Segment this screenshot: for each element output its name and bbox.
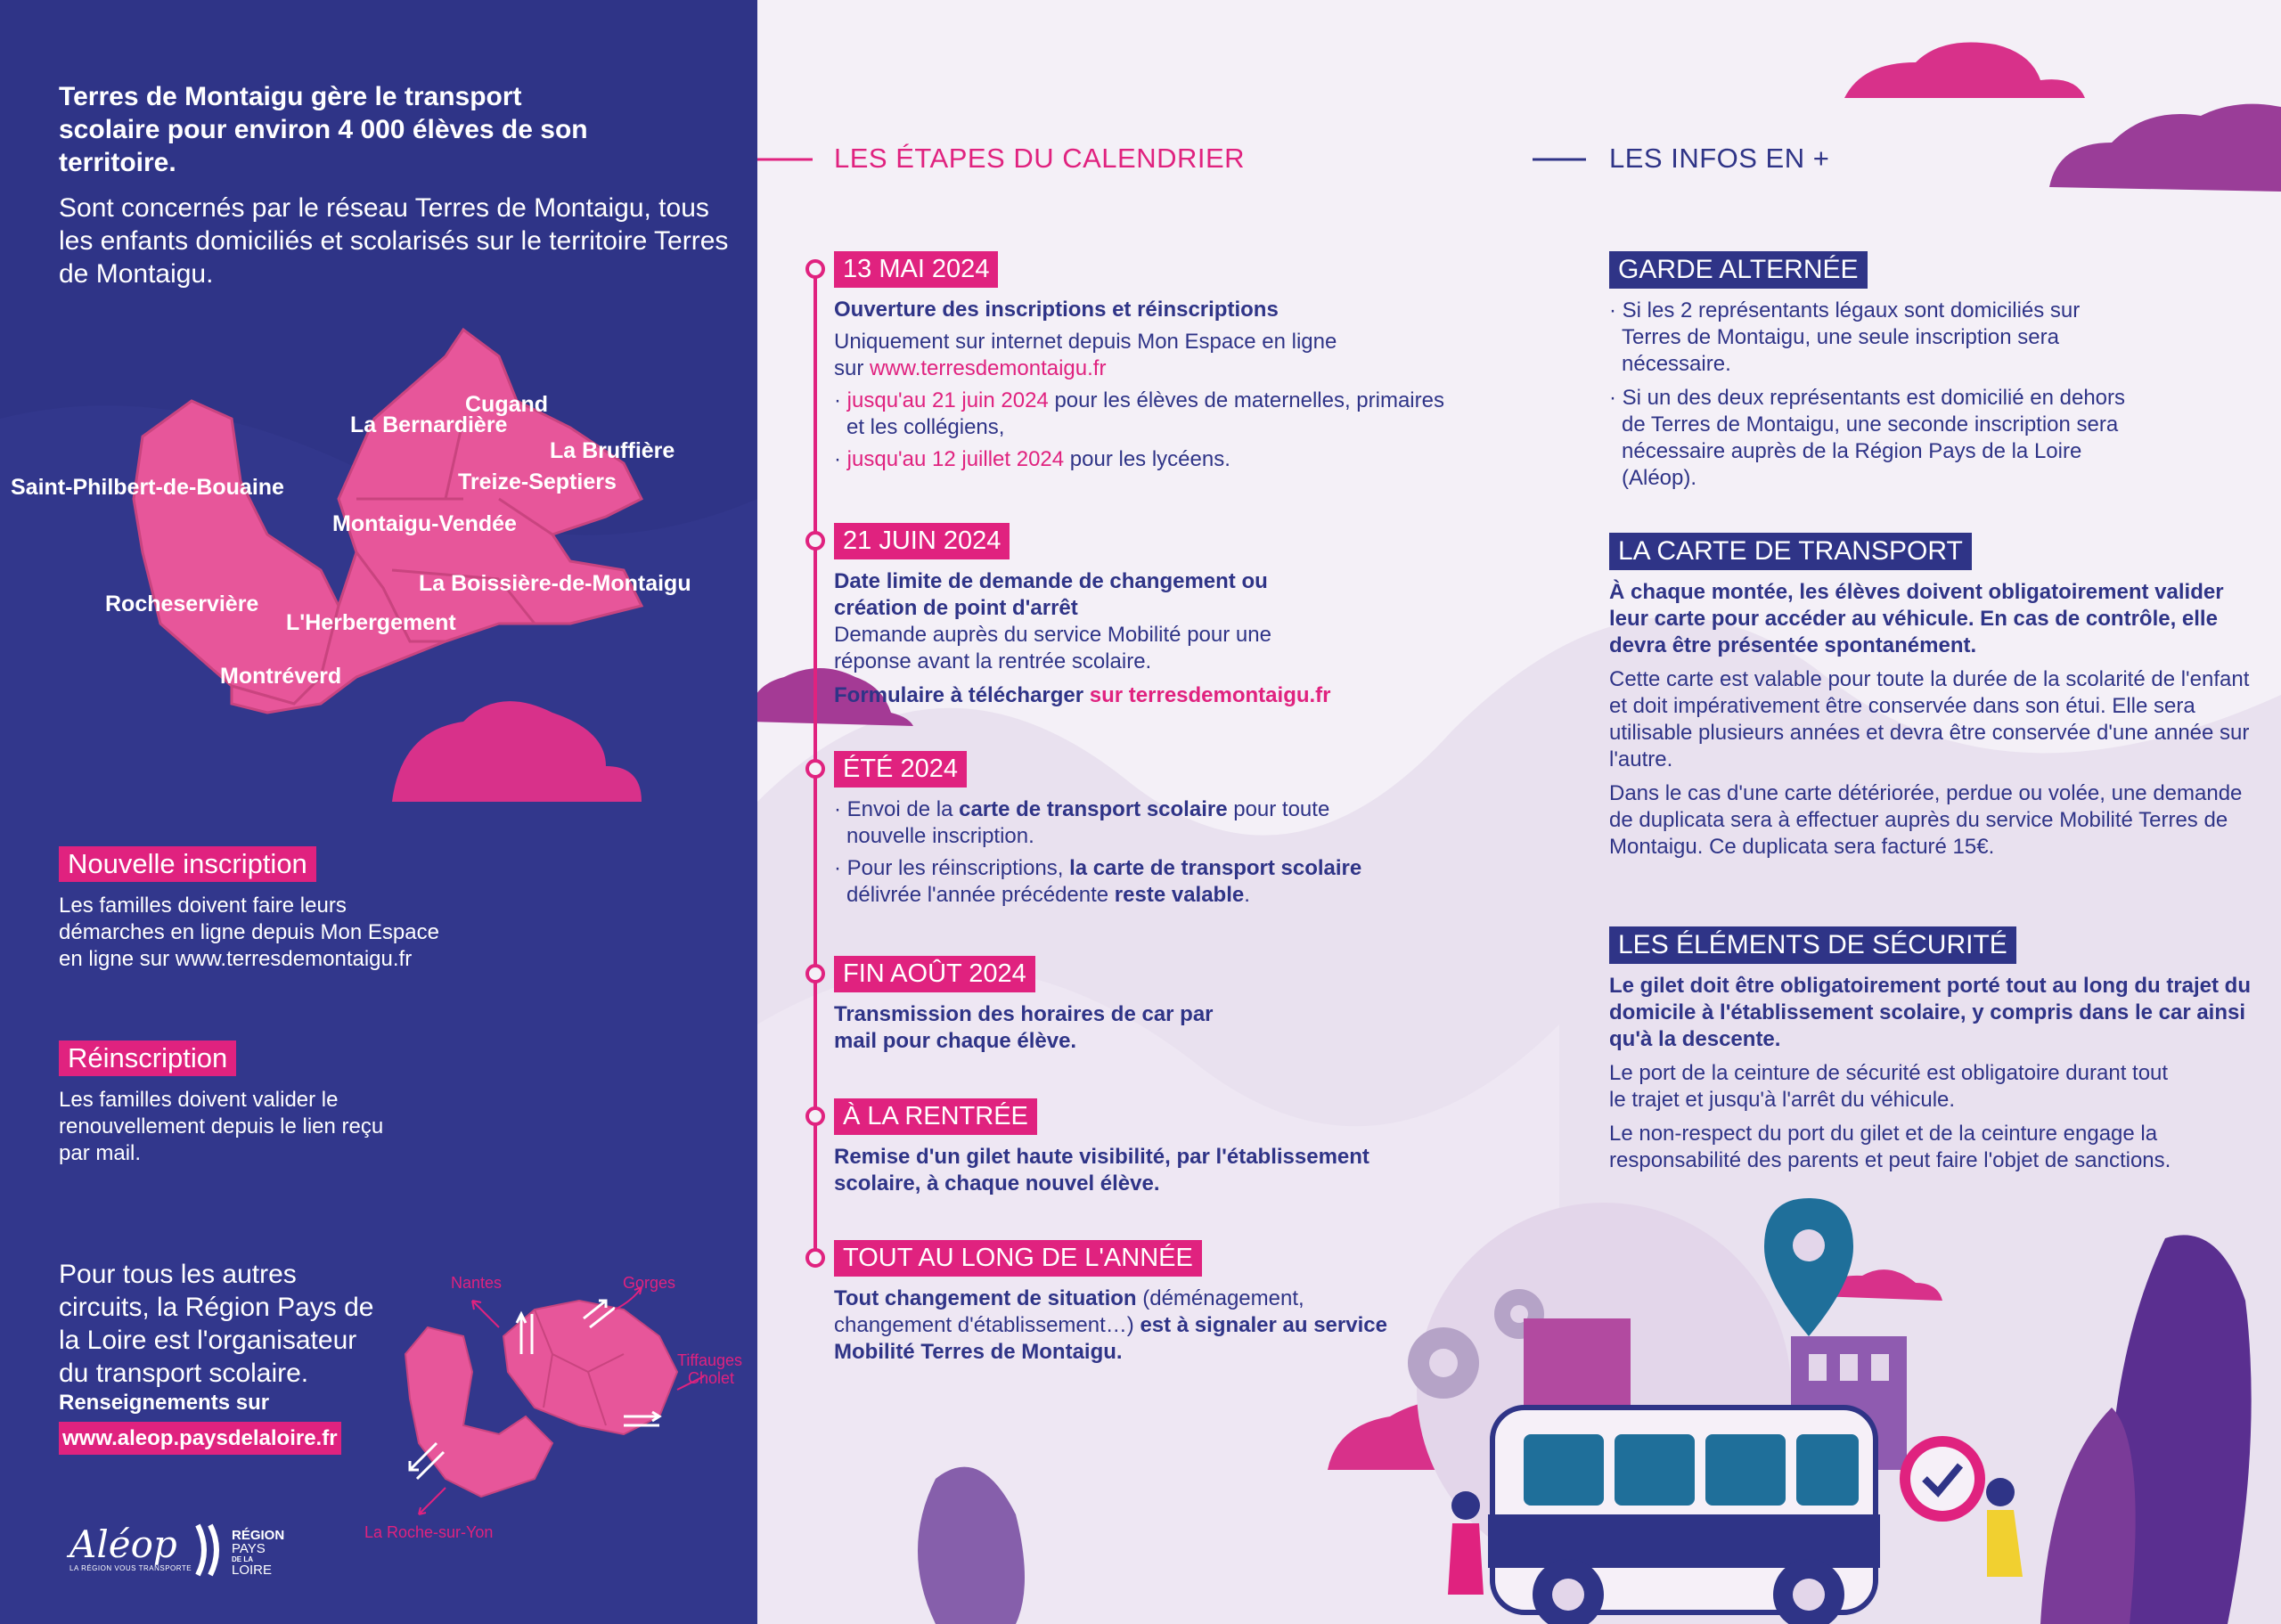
town-label: Treize-Septiers — [458, 469, 617, 494]
town-label: La Bernardière — [350, 412, 508, 437]
town-label: Montaigu-Vendée — [332, 511, 517, 536]
step-date-label: TOUT AU LONG DE L'ANNÉE — [834, 1240, 1202, 1277]
timeline-step — [834, 251, 1458, 473]
region-city-label: Gorges — [623, 1274, 676, 1292]
step-bullet: · Pour les réinscriptions, la carte de transport scolaire délivrée l'année précédente reste valable. — [834, 856, 1362, 907]
nouvelle-inscription-block — [59, 846, 451, 973]
infos-heading: LES INFOS EN + — [1609, 143, 1830, 174]
nouvelle-inscription-title: Nouvelle inscription — [59, 846, 316, 882]
info-text: Le non-respect du port du gilet et de la ceinture engage la responsabilité des parents et peut faire l'objet de sanctions. — [1609, 1122, 2171, 1172]
info-section-garde — [1609, 251, 2144, 499]
calendar-heading: LES ÉTAPES DU CALENDRIER — [834, 143, 1246, 174]
town-label: L'Herbergement — [286, 610, 456, 635]
step-text: Uniquement sur internet depuis Mon Espace en ligne sur www.terresdemontaigu.fr — [834, 330, 1337, 380]
aleop-strong: Renseignements sur — [59, 1391, 270, 1415]
town-label: Rocheservière — [105, 592, 259, 616]
region-city-label: Cholet — [688, 1369, 735, 1387]
town-label: La Bruffière — [550, 438, 675, 463]
intro-heading: Terres de Montaigu gère le transport scolaire pour environ 4 000 élèves de son territoire. — [59, 82, 588, 177]
step-strong: Remise d'un gilet haute visibilité, par l'établissement scolaire, à chaque nouvel élève. — [834, 1145, 1369, 1196]
left-panel — [0, 0, 757, 1624]
bus-icon — [1488, 1408, 1880, 1624]
info-bullet: · Si un des deux représentants est domicilié en dehors de Terres de Montaigu, une seconde inscription sera nécessaire auprès de la Région Pays de la Loire (Aléop). — [1609, 386, 2125, 490]
timeline — [807, 261, 823, 1266]
cloud-icon — [2049, 104, 2281, 192]
info-bullet: · Si les 2 représentants légaux sont domiciliés sur Terres de Montaigu, une seule inscription sera nécessaire. — [1609, 298, 2081, 376]
region-city-label: La Roche-sur-Yon — [364, 1523, 494, 1541]
step-date-label: À LA RENTRÉE — [834, 1098, 1037, 1135]
timeline-step — [834, 1240, 1404, 1366]
timeline-step — [834, 1098, 1449, 1197]
town-label: Montréverd — [220, 664, 342, 689]
reinscription-text: Les familles doivent valider le renouvellement depuis le lien reçu par mail. — [59, 1088, 384, 1165]
right-panel — [757, 0, 2281, 1624]
region-city-label: Nantes — [451, 1274, 503, 1292]
step-strong: Date limite de demande de changement ou création de point d'arrêt — [834, 569, 1268, 620]
step-date-label: 13 MAI 2024 — [834, 251, 998, 288]
info-text: Cette carte est valable pour toute la durée de la scolarité de l'enfant et doit impérativement être conservée dans son étui. Elle sera utilisable plusieurs années et devra être conservée d'une année sur l'autre. — [1609, 667, 2250, 771]
aleop-text: Pour tous les autres circuits, la Région Pays de la Loire est l'organisateur du transport scolaire. — [59, 1260, 374, 1388]
info-title: GARDE ALTERNÉE — [1609, 251, 1868, 289]
info-title: LA CARTE DE TRANSPORT — [1609, 533, 1972, 570]
town-label: Cugand — [465, 392, 549, 417]
step-text: Tout changement de situation (déménagement, changement d'établissement…) est à signaler au service Mobilité Terres de Montaigu. — [834, 1286, 1387, 1364]
reinscription-title: Réinscription — [59, 1041, 236, 1076]
form-link[interactable]: sur terresdemontaigu.fr — [1089, 683, 1331, 707]
terresdemontaigu-link[interactable]: www.terresdemontaigu.fr — [870, 356, 1107, 380]
reinscription-block — [59, 1041, 388, 1167]
step-bullet: · jusqu'au 12 juillet 2024 pour les lycéens. — [834, 447, 1230, 471]
nouvelle-inscription-text: Les familles doivent faire leurs démarches en ligne depuis Mon Espace en ligne sur www.terresdemontaigu.fr — [59, 894, 439, 971]
aleop-link[interactable]: www.aleop.paysdelaloire.fr — [59, 1422, 341, 1455]
info-section-carte — [1609, 533, 2251, 868]
gear-icon — [1408, 1327, 1479, 1399]
town-label: Saint-Philbert-de-Bouaine — [11, 475, 284, 500]
town-label: La Boissière-de-Montaigu — [419, 571, 691, 596]
step-bullet: · Envoi de la carte de transport scolaire pour toute nouvelle inscription. — [834, 797, 1330, 848]
aleop-block — [59, 1258, 380, 1455]
info-text: Le port de la ceinture de sécurité est obligatoire durant tout le trajet et jusqu'à l'arrêt du véhicule. — [1609, 1061, 2169, 1112]
checkmark-icon — [1900, 1436, 1985, 1522]
info-section-securite — [1609, 926, 2251, 1181]
timeline-step — [834, 751, 1404, 909]
info-strong: Le gilet doit être obligatoirement porté tout au long du trajet du domicile à l'établissement scolaire, y compris dans le car ainsi qu'à la descente. — [1609, 974, 2251, 1051]
step-strong: Transmission des horaires de car par mail pour chaque élève. — [834, 1002, 1214, 1053]
step-text: Demande auprès du service Mobilité pour une réponse avant la rentrée scolaire. — [834, 623, 1271, 673]
intro-text: Sont concernés par le réseau Terres de Montaigu, tous les enfants domiciliés et scolarisés sur le territoire Terres de Montaigu. — [59, 193, 729, 289]
timeline-step — [834, 956, 1226, 1055]
step-date-label: ÉTÉ 2024 — [834, 751, 967, 788]
timeline-step — [834, 523, 1333, 709]
person-icon — [1448, 1491, 1484, 1595]
region-city-label: Tiffauges — [677, 1351, 743, 1369]
step-date-label: FIN AOÛT 2024 — [834, 956, 1035, 992]
info-text: Dans le cas d'une carte détériorée, perdue ou volée, une demande de duplicata sera à effectuer auprès du service Mobilité Terres de Montaigu. Ce duplicata sera facturé 15€. — [1609, 781, 2243, 859]
aleop-logo: Aléop LA RÉGION VOUS TRANSPORTE — [69, 1522, 192, 1572]
step-strong: Ouverture des inscriptions et réinscriptions — [834, 298, 1279, 322]
step-bullet: · jusqu'au 21 juin 2024 pour les élèves de maternelles, primaires et les collégiens, — [834, 388, 1444, 439]
info-title: LES ÉLÉMENTS DE SÉCURITÉ — [1609, 926, 2016, 964]
step-date-label: 21 JUIN 2024 — [834, 523, 1010, 559]
step-form: Formulaire à télécharger sur terresdemontaigu.fr — [834, 683, 1331, 707]
cloud-icon — [1844, 43, 2085, 99]
region-logo: RÉGION PAYS DE LA LOIRE — [232, 1528, 285, 1578]
info-strong: À chaque montée, les élèves doivent obligatoirement valider leur carte pour accéder au véhicule. En cas de contrôle, elle devra être présentée spontanément. — [1609, 580, 2224, 657]
